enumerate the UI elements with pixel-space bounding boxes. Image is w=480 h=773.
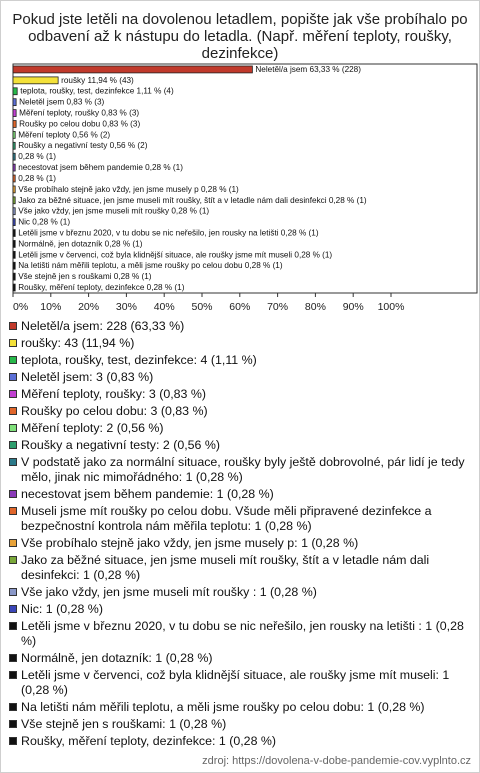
- bar-12: [13, 197, 15, 204]
- bar-label-15: Letěli jsme v březnu 2020, v tu dobu se nic neřešilo, jen rousky na letišti 0,28 % (1): [18, 228, 319, 238]
- bar-label-8: 0,28 % (1): [18, 152, 56, 162]
- bar-0: [13, 66, 252, 73]
- legend-label: Letěli jsme v červenci, což byla klidnější situace, ale roušky jsme mít museli: 1 (0,28 %): [21, 668, 450, 697]
- legend-item: [9, 438, 471, 453]
- bar-label-11: Vše probíhalo stejně jako vždy, jen jsme musely p 0,28 % (1): [18, 184, 239, 194]
- x-tick-label-9: 90%: [342, 301, 364, 313]
- legend-swatch: [9, 322, 17, 330]
- bar-label-3: Neletěl jsem 0,83 % (3): [19, 97, 105, 107]
- legend-item: [9, 370, 471, 385]
- legend-swatch: [9, 671, 17, 679]
- x-tick-label-3: 30%: [115, 301, 137, 313]
- bar-label-5: Roušky po celou dobu 0,83 % (3): [19, 119, 141, 129]
- legend-swatch: [9, 556, 17, 564]
- legend-item: [9, 504, 471, 534]
- legend-swatch: [9, 622, 17, 630]
- bar-2: [13, 88, 17, 95]
- bar-label-6: Měření teploty 0,56 % (2): [18, 130, 111, 140]
- chart-legend: [9, 319, 471, 751]
- bar-14: [13, 219, 15, 226]
- bar-label-18: Na letišti nám měřili teplotu, a měli jsme roušky po celou dobu 0,28 % (1): [18, 261, 283, 271]
- legend-label: Vše jako vždy, jen jsme museli mít roušky : 1 (0,28 %): [21, 585, 317, 599]
- legend-item: [9, 421, 471, 436]
- legend-item: [9, 487, 471, 502]
- legend-label: Neletěl/a jsem: 228 (63,33 %): [21, 319, 185, 333]
- legend-swatch: [9, 588, 17, 596]
- legend-swatch: [9, 654, 17, 662]
- x-tick-label-6: 60%: [229, 301, 251, 313]
- legend-item: [9, 336, 471, 351]
- legend-label: Vše stejně jen s rouškami: 1 (0,28 %): [21, 717, 227, 731]
- legend-item: [9, 536, 471, 551]
- legend-item: [9, 602, 471, 617]
- legend-item: [9, 404, 471, 419]
- bar-chart: [1, 1, 479, 341]
- bar-5: [13, 121, 16, 128]
- legend-label: Měření teploty, roušky: 3 (0,83 %): [21, 387, 207, 401]
- legend-item: [9, 553, 471, 583]
- bar-8: [13, 153, 15, 160]
- legend-label: Jako za běžné situace, jen jsme museli mít roušky, štít a v letadle nám dali desinfekci: 1 (0,28 %): [21, 553, 430, 582]
- bar-label-10: 0,28 % (1): [18, 173, 56, 183]
- legend-swatch: [9, 605, 17, 613]
- bar-3: [13, 99, 16, 106]
- bar-15: [13, 230, 15, 237]
- x-tick-label-0: 0%: [13, 301, 29, 313]
- legend-item: [9, 619, 471, 649]
- legend-label: Roušky po celou dobu: 3 (0,83 %): [21, 404, 208, 418]
- bar-label-13: Vše jako vždy, jen jsme museli mít roušky 0,28 % (1): [18, 206, 210, 216]
- legend-swatch: [9, 339, 17, 347]
- legend-swatch: [9, 373, 17, 381]
- legend-swatch: [9, 424, 17, 432]
- source-note: zdroj: https://dovolena-v-dobe-pandemie-cov.vyplnto.cz: [202, 755, 471, 767]
- bar-label-19: Vše stejně jen s rouškami 0,28 % (1): [18, 272, 152, 282]
- legend-swatch: [9, 720, 17, 728]
- bar-20: [13, 284, 15, 291]
- bar-label-20: Roušky, měření teploty, dezinfekce 0,28 % (1): [18, 283, 185, 292]
- x-tick-label-8: 80%: [304, 301, 326, 313]
- bar-17: [13, 251, 15, 258]
- legend-label: Roušky, měření teploty, dezinfekce: 1 (0,28 %): [21, 734, 277, 748]
- legend-swatch: [9, 507, 17, 515]
- bar-label-12: Jako za běžné situace, jen jsme museli mít roušky, štít a v letadle nám dali desinfekci 0,28 % (1): [18, 195, 367, 205]
- legend-swatch: [9, 458, 17, 466]
- x-tick-label-7: 70%: [267, 301, 289, 313]
- bar-label-2: teplota, roušky, test, dezinfekce 1,11 % (4): [20, 86, 174, 96]
- legend-swatch: [9, 356, 17, 364]
- legend-swatch: [9, 490, 17, 498]
- legend-item: [9, 668, 471, 698]
- bar-13: [13, 208, 15, 215]
- legend-item: [9, 455, 471, 485]
- legend-label: Neletěl jsem: 3 (0,83 %): [21, 370, 154, 384]
- bar-label-7: Roušky a negativní testy 0,56 % (2): [18, 141, 148, 151]
- bar-1: [13, 77, 58, 84]
- bar-9: [13, 164, 15, 171]
- bar-19: [13, 273, 15, 280]
- x-tick-label-10: 100%: [377, 301, 405, 313]
- bar-label-14: Nic 0,28 % (1): [18, 217, 71, 227]
- legend-label: Museli jsme mít roušky po celou dobu. Všude měli připravené dezinfekce a bezpečnostní kontrola nám měřila teplotu: 1 (0,28 %): [21, 504, 432, 533]
- bar-label-4: Měření teploty, roušky 0,83 % (3): [19, 108, 140, 118]
- bar-label-17: Letěli jsme v červenci, což byla klidnější situace, ale roušky jsme mít museli 0,28 % (1): [18, 250, 333, 260]
- x-tick-label-1: 10%: [40, 301, 62, 313]
- bar-16: [13, 240, 15, 247]
- legend-item: [9, 717, 471, 732]
- bar-10: [13, 175, 15, 182]
- legend-item: [9, 387, 471, 402]
- legend-label: Roušky a negativní testy: 2 (0,56 %): [21, 438, 221, 452]
- x-tick-label-5: 50%: [191, 301, 213, 313]
- legend-swatch: [9, 737, 17, 745]
- bar-11: [13, 186, 15, 193]
- legend-item: [9, 353, 471, 368]
- legend-item: [9, 651, 471, 666]
- x-tick-label-4: 40%: [153, 301, 175, 313]
- legend-label: Vše probíhalo stejně jako vždy, jen jsme musely p: 1 (0,28 %): [21, 536, 359, 550]
- bar-7: [13, 142, 15, 149]
- legend-label: V podstatě jako za normální situace, roušky byly ještě dobrovolné, pár lidí je tedy mělo, jinak nic mimořádného: 1 (0,28 %): [21, 455, 465, 484]
- bar-4: [13, 110, 16, 117]
- legend-label: Nic: 1 (0,28 %): [21, 602, 103, 616]
- bar-label-0: Neletěl/a jsem 63,33 % (228): [255, 64, 361, 74]
- bar-18: [13, 262, 15, 269]
- legend-swatch: [9, 407, 17, 415]
- legend-swatch: [9, 539, 17, 547]
- bar-label-16: Normálně, jen dotazník 0,28 % (1): [18, 239, 143, 249]
- chart-title: Pokud jste letěli na dovolenou letadlem, popište jak vše probíhalo po odbavení až k nástupu do letadla. (Např. měření teploty, roušky, dezinfekce): [12, 11, 468, 62]
- legend-label: Letěli jsme v březnu 2020, v tu dobu se nic neřešilo, jen rousky na letišti : 1 (0,28 %): [21, 619, 464, 648]
- legend-label: necestovat jsem během pandemie: 1 (0,28 %): [21, 487, 274, 501]
- legend-label: Měření teploty: 2 (0,56 %): [21, 421, 164, 435]
- legend-item: [9, 319, 471, 334]
- legend-swatch: [9, 441, 17, 449]
- bar-label-1: roušky 11,94 % (43): [61, 75, 134, 85]
- legend-swatch: [9, 703, 17, 711]
- legend-swatch: [9, 390, 17, 398]
- legend-label: Normálně, jen dotazník: 1 (0,28 %): [21, 651, 213, 665]
- legend-item: [9, 734, 471, 749]
- legend-label: roušky: 43 (11,94 %): [21, 336, 135, 350]
- bar-6: [13, 131, 15, 138]
- legend-item: [9, 585, 471, 600]
- x-tick-label-2: 20%: [78, 301, 100, 313]
- legend-item: [9, 700, 471, 715]
- bar-label-9: necestovat jsem během pandemie 0,28 % (1): [18, 163, 183, 173]
- legend-label: Na letišti nám měřili teplotu, a měli jsme roušky po celou dobu: 1 (0,28 %): [21, 700, 425, 714]
- legend-label: teplota, roušky, test, dezinfekce: 4 (1,11 %): [21, 353, 257, 367]
